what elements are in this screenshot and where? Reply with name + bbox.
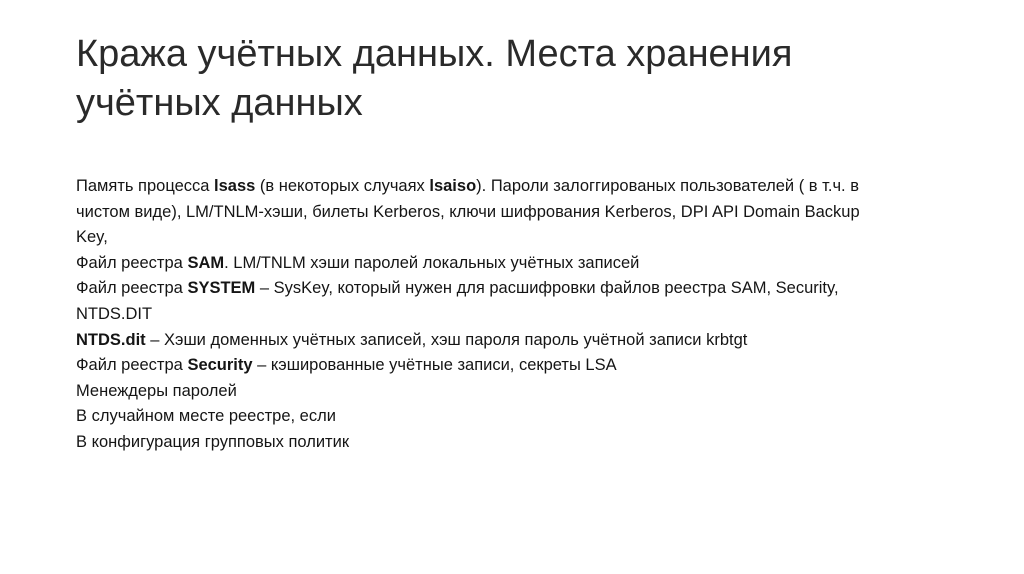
body-line: [76, 353, 996, 379]
body-line: [76, 430, 996, 456]
body-bold-term: SAM: [187, 253, 225, 272]
body-text: ). Пароли залоггированых пользователей ( в т.ч. в: [476, 177, 859, 195]
body-text: В случайном месте реестре, если: [76, 407, 336, 426]
body-text: Key,: [76, 228, 108, 247]
body-paragraph: [76, 353, 996, 379]
body-text: NTDS.DIT: [76, 304, 153, 323]
body-line: [76, 328, 996, 354]
body-text: Менеждеры паролей: [76, 381, 237, 400]
body-text: чистом виде), LM/TNLM-хэши, билеты Kerberos, ключи шифрования Kerberos, DPI API Domain Backup: [76, 202, 860, 221]
body-paragraph: [76, 379, 996, 405]
body-line: [76, 251, 996, 277]
body-text: Файл реестра: [76, 253, 188, 272]
body-bold-term: lsass: [214, 177, 256, 195]
body-paragraph: [76, 174, 996, 251]
body-line: [76, 225, 996, 251]
body-line: [76, 404, 996, 430]
body-text: . LM/TNLM хэши паролей локальных учётных записей: [224, 253, 640, 272]
body-line: [76, 379, 996, 405]
body-paragraph: [76, 276, 996, 327]
body-line: [76, 302, 996, 328]
body-bold-term: NTDS.dit: [76, 330, 146, 349]
slide-title: [76, 30, 956, 128]
body-text: (в некоторых случаях: [255, 177, 430, 195]
body-text: Файл реестра: [76, 279, 188, 298]
slide-title-line-2: учётных данных: [76, 82, 363, 124]
body-paragraph: [76, 430, 996, 456]
body-bold-term: SYSTEM: [187, 279, 256, 298]
body-line: [76, 200, 996, 226]
body-paragraph: [76, 328, 996, 354]
body-text: Файл реестра: [76, 356, 188, 375]
slide-body: [76, 174, 996, 456]
body-text: – Хэши доменных учётных записей, хэш пароля пароль учётной записи krbtgt: [145, 330, 748, 349]
body-text: Память процесса: [76, 177, 215, 195]
body-bold-term: lsaiso: [429, 177, 477, 195]
body-line: [76, 276, 996, 302]
body-text: – кэшированные учётные записи, секреты LSA: [252, 356, 617, 375]
body-text: В конфигурация групповых политик: [76, 432, 350, 451]
body-bold-term: Security: [187, 356, 253, 375]
body-paragraph: [76, 251, 996, 277]
body-line: [76, 174, 996, 200]
body-text: – SysKey, который нужен для расшифровки файлов реестра SAM, Security,: [255, 279, 839, 298]
slide-title-line-1: Кража учётных данных. Места хранения: [76, 33, 793, 75]
body-paragraph: [76, 404, 996, 430]
